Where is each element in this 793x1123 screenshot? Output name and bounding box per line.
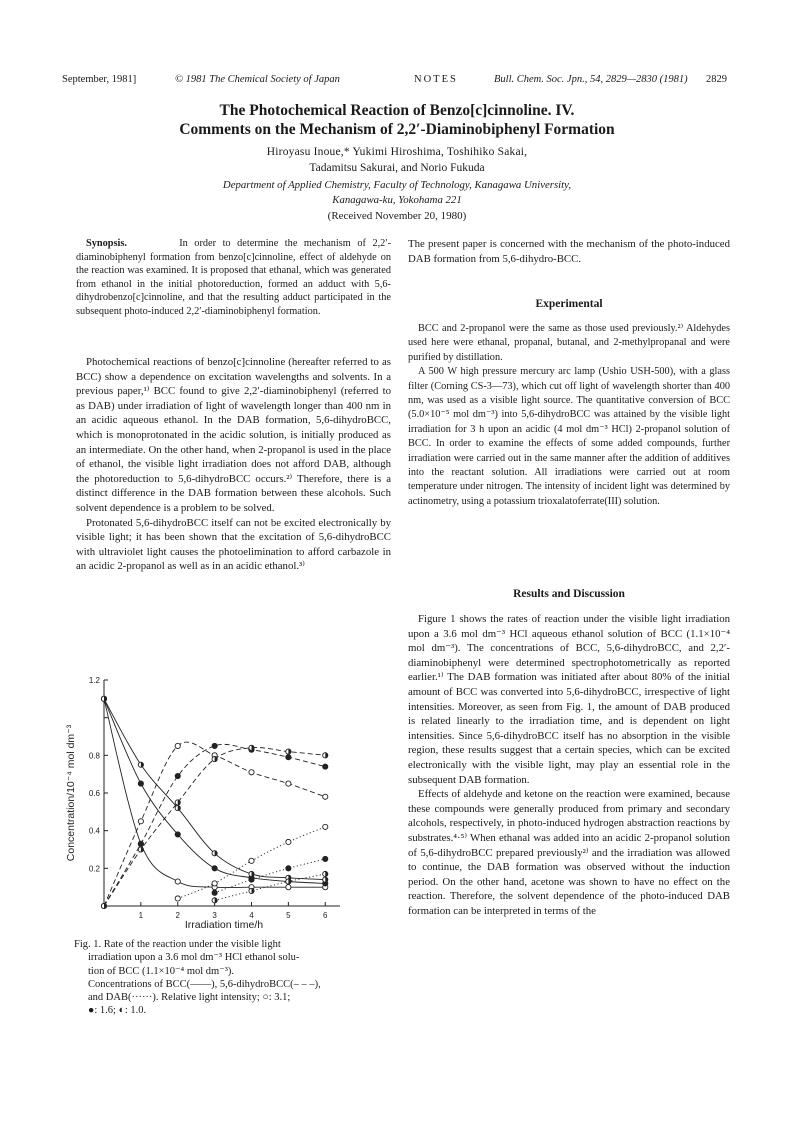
experimental-heading: Experimental — [535, 298, 603, 310]
data-point-dab — [249, 888, 254, 893]
synopsis-label: Synopsis. — [86, 238, 127, 249]
paper-title-line-2: Comments on the Mechanism of 2,2′-Diaminobiphenyl Formation — [179, 121, 615, 138]
data-point-bcc — [212, 866, 217, 871]
data-point-5-6-dihydrobcc — [175, 773, 180, 778]
chart-series — [101, 696, 327, 908]
data-point-bcc — [175, 832, 180, 837]
y-tick-label: 0.6 — [88, 789, 100, 798]
data-point-dab — [286, 839, 291, 844]
data-point-5-6-dihydrobcc — [175, 800, 180, 805]
data-point-5-6-dihydrobcc — [249, 745, 254, 750]
right-intro — [408, 237, 730, 266]
running-header — [62, 74, 732, 88]
caption-line-2: irradiation upon a 3.6 mol dm⁻³ HCl ethanol solu- — [88, 952, 300, 964]
caption-line-3: tion of BCC (1.1×10⁻⁴ mol dm⁻³). — [88, 965, 235, 977]
experimental-section — [408, 322, 730, 509]
data-point-5-6-dihydrobcc — [323, 753, 328, 758]
data-point-bcc — [212, 851, 217, 856]
y-axis-label: Concentration/10⁻⁴ mol dm⁻³ — [65, 724, 77, 862]
affiliation-line-1: Department of Applied Chemistry, Faculty of Technology, Kanagawa University, — [222, 179, 572, 191]
x-tick-label: 1 — [138, 911, 144, 920]
data-point-dab — [175, 896, 180, 901]
data-point-bcc — [175, 805, 180, 810]
data-point-dab — [249, 858, 254, 863]
experimental-paragraph-2: A 500 W high pressure mercury arc lamp (Ushio USH-500), with a glass filter (Corning CS-3—73), which cut off light of wavelength shorter than 400 nm, was used as a visible light source. The quantitative conversion of BCC (5.0×10⁻⁵ mol dm⁻³) into 5,6-dihydroBCC was attained by the visible light irradiation for 3 h upon an acidic (4 mol dm⁻³ HCl) 2-propanol solution of BCC. In order to examine the effects of some added compounds, further irradiation were carried out in the same manner after the addition of additives into the reactant solution. All irradiations were carried out at room temperature under nitrogen. The intensity of incident light was determined by actinometry, using a potassium trioxalatoferrate(III) solution. — [408, 366, 730, 507]
caption-line-1: Fig. 1. Rate of the reaction under the visible light — [74, 939, 281, 950]
synopsis-text: In order to determine the mechanism of 2,2′-diaminobiphenyl formation from benzo[c]cinnoline, effect of aldehyde on the reaction was examined. It is proposed that ethanal, which was generated from ethanol in the initial photoreduction, formed an adduct with 5,6-dihydrobenzo[c]cinnoline, and that the resulting adduct participated in the subsequent photo-induced 2,2′-diaminobiphenyl formation. — [76, 238, 392, 317]
paper-title-line-1: The Photochemical Reaction of Benzo[c]cinnoline. IV. — [219, 102, 575, 119]
data-point-5-6-dihydrobcc — [175, 743, 180, 748]
intro-paragraph-1: Photochemical reactions of benzo[c]cinnoline (hereafter referred to as BCC) show a dependence on excitation wavelengths and solvents. In a previous paper,¹⁾ BCC found to give 2,2′-diaminobiphenyl (referred to as DAB) under irradiation of light of wavelength longer than 400 nm in an acidic aqueous ethanol. In the DAB formation, 5,6-dihydroBCC, which is monoprotonated in the acidic solution, is initially produced as an intermediate. On the other hand, when 2-propanol is used in the place of ethanol, the visible light irradiation does not afford DAB, although the photoreduction to 5,6-dihydroBCC occurs.²⁾ Therefore, there is a distinct difference in the DAB formation between these alcohols. Such solvent dependence is a problem to be solved. — [76, 356, 391, 514]
data-point-dab — [286, 866, 291, 871]
authors-line-2: Tadamitsu Sakurai, and Norio Fukuda — [309, 162, 485, 174]
figure-1-chart — [60, 672, 350, 934]
data-point-dab — [212, 881, 217, 886]
header-section: NOTES — [414, 74, 458, 85]
data-point-5-6-dihydrobcc — [286, 749, 291, 754]
left-body-text — [76, 355, 391, 574]
data-point-bcc — [249, 871, 254, 876]
results-paragraph-2: Effects of aldehyde and ketone on the reaction were examined, because these compounds were generally produced from primary and secondary alcohols, respectively, in photo-induced hydrogen abstraction reactions by substrates.⁴·⁵⁾ When ethanal was added into an acidic 2-propanol solution of 5,6-dihydroBCC prepared previously²⁾ and the irradiation was allowed to continue, the DAB formation was observed without the induction period. On the other hand, acetone was shown to have no effect on the reaction. Therefore, the solvent dependence of the photo-induced DAB formation can be interpreted in terms of the — [408, 788, 730, 917]
results-heading: Results and Discussion — [513, 588, 625, 600]
x-tick-label: 5 — [286, 911, 291, 920]
data-point-bcc — [101, 696, 106, 701]
x-tick-label: 6 — [323, 911, 328, 920]
series-line-bcc — [104, 699, 325, 888]
caption-line-6: ●: 1.6; ◐: 1.0. — [88, 1005, 147, 1017]
data-point-bcc — [286, 885, 291, 890]
data-point-dab — [323, 871, 328, 876]
data-point-5-6-dihydrobcc — [138, 841, 143, 846]
data-point-5-6-dihydrobcc — [323, 764, 328, 769]
y-tick-label: 1.2 — [88, 676, 100, 685]
x-tick-label: 4 — [249, 911, 254, 920]
data-point-bcc — [138, 762, 143, 767]
data-point-5-6-dihydrobcc — [101, 903, 106, 908]
x-axis-label: Irradiation time/h — [184, 919, 264, 931]
data-point-bcc — [175, 879, 180, 884]
header-page-number: 2829 — [706, 74, 727, 85]
data-point-dab — [323, 824, 328, 829]
experimental-paragraph-1: BCC and 2-propanol were the same as those used previously.²⁾ Aldehydes used here were ethanal, propanal, butanal, and 2-methylpropanal and were purified by distillation. — [408, 323, 730, 363]
header-citation: Bull. Chem. Soc. Jpn., 54, 2829—2830 (1981) — [494, 74, 688, 85]
y-tick-label: 0.2 — [88, 864, 100, 874]
intro-paragraph-2: Protonated 5,6-dihydroBCC itself can not be excited electronically by visible light; it has been shown that the excitation of 5,6-dihydroBCC with ultraviolet light causes the photoelimination to afford carbazole in an acidic 2-propanol as well as in an acidic ethanol.³⁾ — [76, 516, 391, 573]
caption-line-5: and DAB(······). Relative light intensity; ○: 3.1; — [88, 992, 291, 1004]
x-axis-ticks — [139, 902, 328, 920]
data-point-dab — [212, 890, 217, 895]
figure-1-caption — [74, 938, 364, 1018]
data-point-dab — [212, 898, 217, 903]
caption-line-4: Concentrations of BCC(——), 5,6-dihydroBCC(– – –), — [88, 978, 321, 990]
data-point-5-6-dihydrobcc — [212, 757, 217, 762]
data-point-5-6-dihydrobcc — [286, 755, 291, 760]
data-point-bcc — [138, 781, 143, 786]
intro-paragraph-3: The present paper is concerned with the mechanism of the photo-induced DAB formation from 5,6-dihydro-BCC. — [408, 238, 730, 265]
data-point-5-6-dihydrobcc — [323, 794, 328, 799]
header-date: September, 1981] — [62, 74, 137, 85]
y-tick-label: 0.4 — [88, 826, 100, 836]
affiliation-line-2: Kanagawa-ku, Yokohama 221 — [332, 194, 462, 206]
header-copyright: © 1981 The Chemical Society of Japan — [175, 74, 340, 85]
data-point-5-6-dihydrobcc — [249, 770, 254, 775]
synopsis — [76, 237, 391, 319]
results-section — [408, 612, 730, 918]
x-tick-label: 3 — [212, 911, 217, 920]
results-paragraph-1: Figure 1 shows the rates of reaction under the visible light irradiation upon a 3.6 mol dm⁻³ HCl aqueous ethanol solution of BCC (1.1×10⁻⁴ mol dm⁻³). The concentrations of BCC, 5,6-dihydroBCC, and 2,2′-diaminobiphenyl were determined spectrophotometrically as reported earlier.¹⁾ The DAB formation was initiated after about 80% of the initial amount of BCC was converted into 5,6-dihydroBCC, irrespective of light intensities. Moreover, as seen from Fig. 1, the amount of DAB produced is related linearly to the irradiation time, and is dependent on light intensities. Since 5,6-dihydroBCC itself has no absorption in the visible region, these results suggest that a certain species, which can be excited electronically with the visible light, may play an essential role in the subsequent DAB formation. — [408, 613, 730, 786]
data-point-dab — [323, 856, 328, 861]
data-point-bcc — [323, 877, 328, 882]
x-tick-label: 2 — [175, 911, 180, 920]
data-point-5-6-dihydrobcc — [138, 847, 143, 852]
received-date: (Received November 20, 1980) — [327, 210, 467, 222]
data-point-5-6-dihydrobcc — [212, 743, 217, 748]
authors-line-1: Hiroyasu Inoue,* Yukimi Hiroshima, Toshihiko Sakai, — [266, 146, 528, 158]
data-point-dab — [249, 877, 254, 882]
y-axis-ticks — [89, 676, 108, 873]
data-point-dab — [286, 879, 291, 884]
data-point-5-6-dihydrobcc — [138, 819, 143, 824]
y-tick-label: 0.8 — [88, 751, 100, 761]
data-point-5-6-dihydrobcc — [286, 781, 291, 786]
